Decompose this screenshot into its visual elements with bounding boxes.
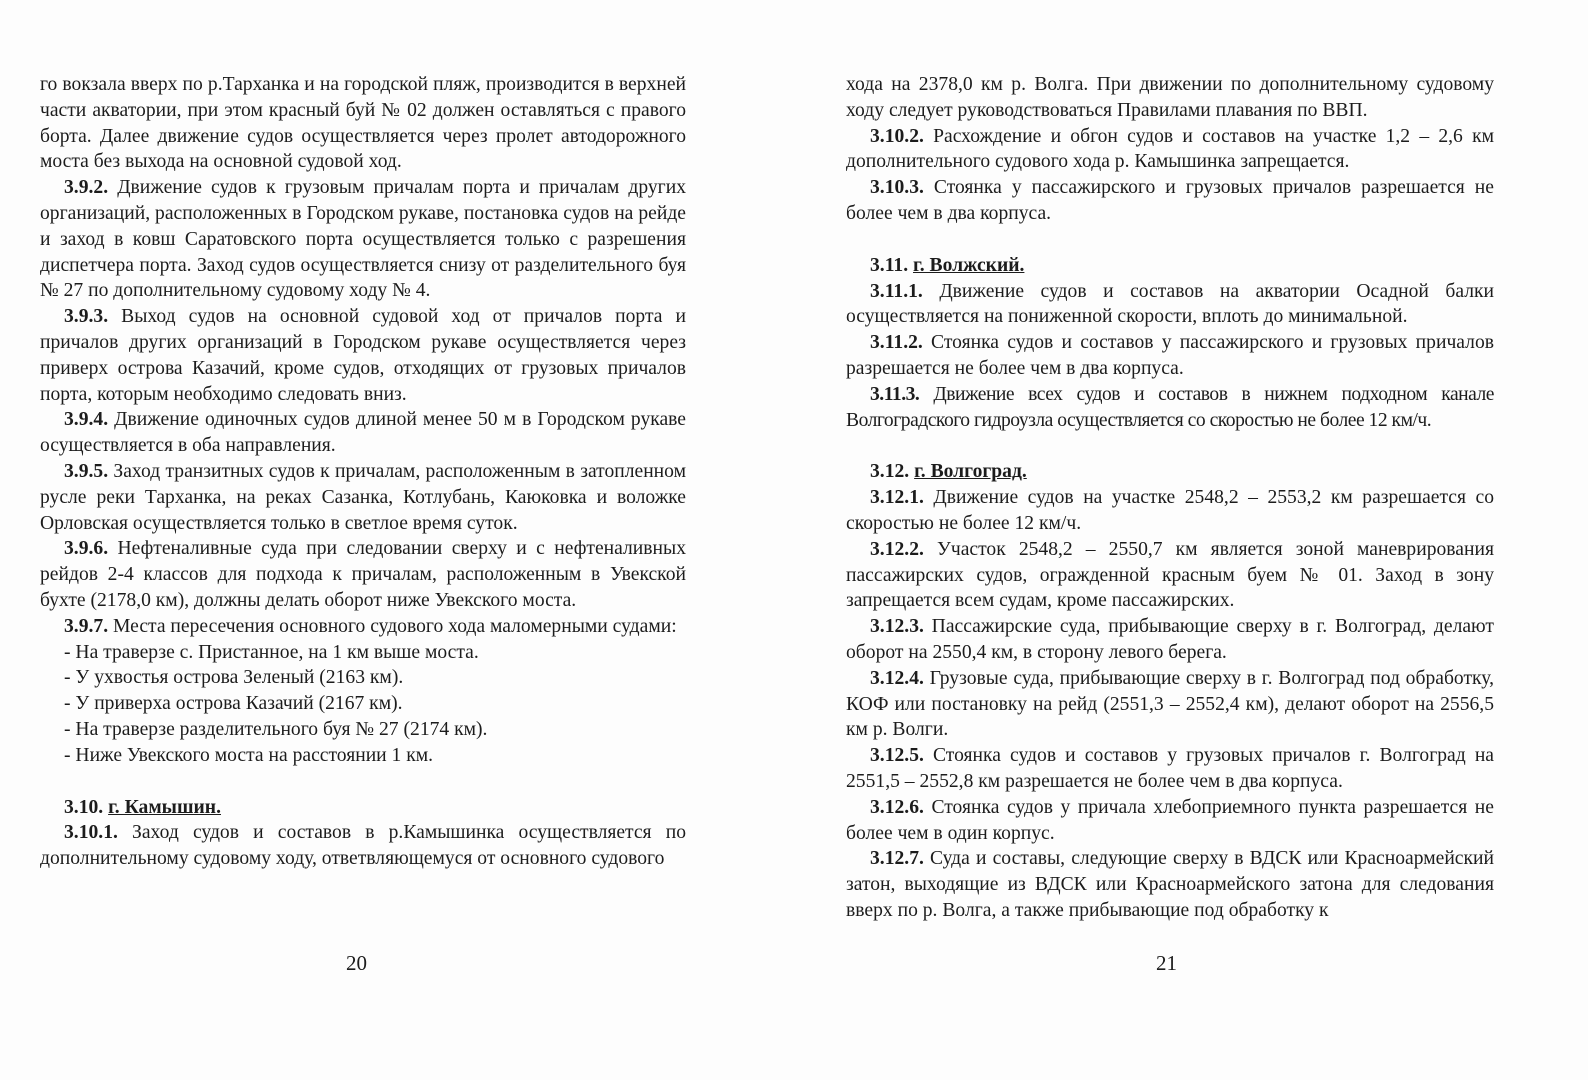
paragraph-3-10-3: 3.10.3. Стоянка у пассажирского и грузовых причалов разрешается не более чем в два корпуса. [846,177,1494,224]
clause-number: 3.11.1. [870,280,923,302]
clause-number: 3.9.2. [64,177,109,199]
clause-number: 3.9.5. [64,460,109,482]
clause-number: 3.12.7. [870,848,924,870]
clause-number: 3.12.3. [870,616,924,638]
clause-number: 3.9.7. [64,615,109,637]
clause-number: 3.9.4. [64,409,109,431]
list-item: - На траверзе с. Пристанное, на 1 км выше моста. [64,641,479,663]
paragraph-3-9-2: 3.9.2. Движение судов к грузовым причалам порта и причалам других организаций, расположенных в Городском рукаве, постановка судов на рейде и заход в ковш Саратовского порта осуществляется только с разрешения диспетчера порта. Заход судов осуществляется снизу от разделительного буя № 27 по дополнительному судовому ходу № 4. [40,177,686,302]
page-number-left: 20 [346,951,367,975]
paragraph-3-12-3: 3.12.3. Пассажирские суда, прибывающие сверху в г. Волгоград, делают оборот на 2550,4 км, в сторону левого берега. [846,616,1494,663]
list-item: - У ухвостья острова Зеленый (2163 км). [64,667,404,689]
clause-number: 3.10.2. [870,125,924,147]
paragraph-3-11-3: 3.11.3. Движение всех судов и составов в нижнем подходном канале Волгоградского гидроузла осуществляется со скоростью не более 12 км/ч. [846,383,1494,431]
clause-number: 3.10.3. [870,177,924,199]
paragraph-3-12-4: 3.12.4. Грузовые суда, прибывающие сверху в г. Волгоград под обработку, КОФ или постановку на рейд (2551,3 – 2552,4 км), делают оборот на 2556,5 км р. Волги. [846,667,1494,741]
clause-number: 3.9.6. [64,538,109,560]
clause-number: 3.12.2. [870,538,924,560]
paragraph-3-9-3: 3.9.3. Выход судов на основной судовой ход от причалов порта и причалов других организаций в Городском рукаве осуществляется через приверх острова Казачий, кроме судов, отходящих от грузовых причалов порта, которым необходимо следовать вниз. [40,306,686,405]
list-item: - У приверха острова Казачий (2167 км). [64,693,403,715]
clause-number: 3.12.6. [870,796,924,818]
paragraph-3-10-1: 3.10.1. Заход судов и составов в р.Камышинка осуществляется по дополнительному судовому ходу, ответвляющемуся от основного судового [40,822,686,870]
clause-number: 3.11.3. [870,383,920,405]
section-heading-3-12: 3.12. г. Волгоград. [870,461,1027,483]
paragraph-continuation: хода на 2378,0 км р. Волга. При движении по дополнительному судовому ходу следует руководствоваться Правилами плавания по ВВП. [846,74,1494,121]
paragraph-3-9-6: 3.9.6. Нефтеналивные суда при следовании сверху и с нефтеналивных рейдов 2-4 классов для подхода к причалам, расположенным в Увекской бухте (2178,0 км), должны делать оборот ниже Увекского моста. [40,538,686,611]
list-item: - Ниже Увекского моста на расстоянии 1 км. [64,744,434,766]
clause-number: 3.10.1. [64,822,118,844]
paragraph-3-9-5: 3.9.5. Заход транзитных судов к причалам, расположенным в затопленном русле реки Тарханка, на реках Сазанка, Котлубань, Каюковка и воложке Орловская осуществляется только в светлое время суток. [40,460,686,534]
left-page [40,72,686,872]
paragraph-3-12-6: 3.12.6. Стоянка судов у причала хлебоприемного пункта разрешается не более чем в один корпус. [846,796,1494,844]
paragraph-3-9-4: 3.9.4. Движение одиночных судов длиной менее 50 м в Городском рукаве осуществляется в оба направления. [40,409,686,457]
paragraph-3-11-2: 3.11.2. Стоянка судов и составов у пассажирского и грузовых причалов разрешается не более чем в два корпуса. [846,332,1494,379]
paragraph-continuation: го вокзала вверх по р.Тарханка и на городской пляж, производится в верхней части акватории, при этом красный буй № 02 должен оставляться с правого борта. Далее движение судов осуществляется через пролет автодорожного моста без выхода на основной судовой ход. [40,74,686,173]
section-gap [40,769,686,795]
paragraph-3-10-2: 3.10.2. Расхождение и обгон судов и составов на участке 1,2 – 2,6 км дополнительного судового хода р. Камышинка запрещается. [846,125,1494,173]
paragraph-3-9-7: 3.9.7. Места пересечения основного судового хода маломерными судами: [64,615,677,637]
clause-number: 3.9.3. [64,306,109,328]
paragraph-3-12-2: 3.12.2. Участок 2548,2 – 2550,7 км является зоной маневрирования пассажирских судов, огражденной красным буем № 01. Заход в зону запрещается всем судам, кроме пассажирских. [846,538,1494,612]
section-heading-3-10: 3.10. г. Камышин. [64,796,221,818]
page-number-right: 21 [1156,951,1177,975]
section-gap [846,227,1494,253]
right-page [846,72,1494,924]
paragraph-3-12-7: 3.12.7. Суда и составы, следующие сверху в ВДСК или Красноармейский затон, выходящие из ВДСК или Красноармейского затона для следования вверх по р. Волга, а также прибывающие под обработку к [846,848,1494,921]
paragraph-3-12-5: 3.12.5. Стоянка судов и составов у грузовых причалов г. Волгоград на 2551,5 – 2552,8 км разрешается не более чем в два корпуса. [846,745,1494,792]
paragraph-3-11-1: 3.11.1. Движение судов и составов на акватории Осадной балки осуществляется на пониженной скорости, вплоть до минимальной. [846,280,1494,328]
list-item: - На траверзе разделительного буя № 27 (2174 км). [64,718,488,740]
paragraph-3-12-1: 3.12.1. Движение судов на участке 2548,2 – 2553,2 км разрешается со скоростью не более 12 км/ч. [846,487,1494,534]
section-gap [846,433,1494,459]
section-heading-3-11: 3.11. г. Волжский. [870,254,1025,276]
clause-number: 3.12.5. [870,745,924,767]
clause-number: 3.11.2. [870,332,923,354]
clause-number: 3.12.4. [870,667,924,689]
clause-number: 3.12.1. [870,487,924,509]
